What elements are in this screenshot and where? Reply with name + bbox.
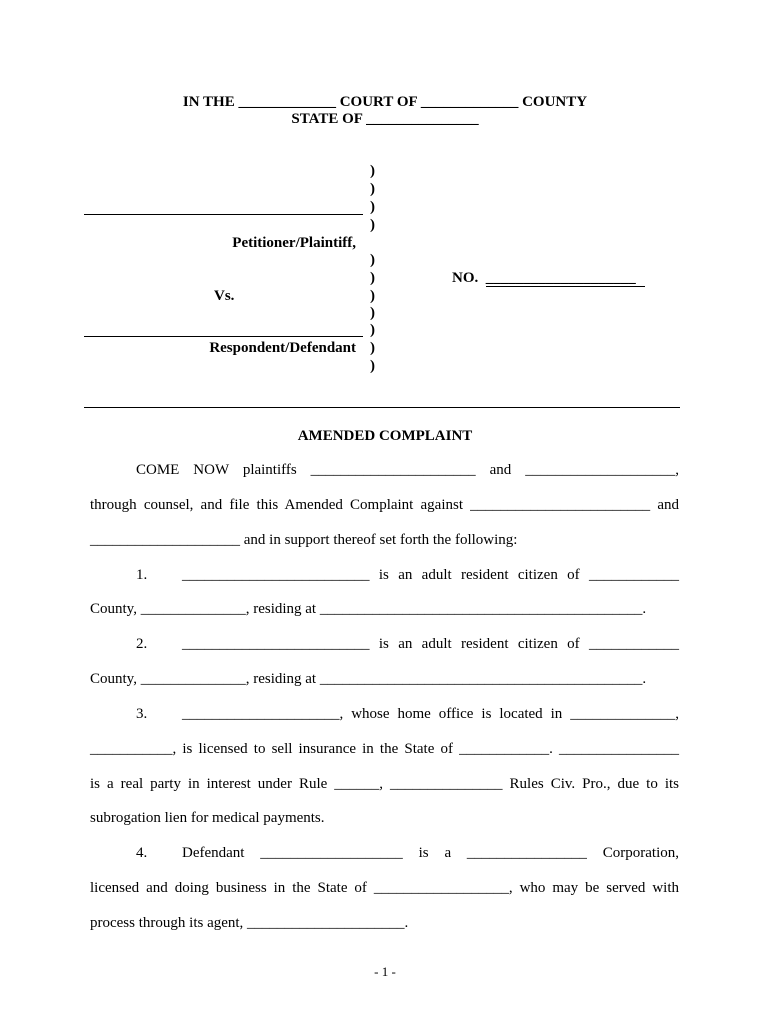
paragraph-1-number: 1. [136, 567, 148, 583]
paragraph-4-line1: Defendant ___________________ is a ________________ Corporation, [182, 845, 679, 861]
caption-paren: ) [370, 199, 375, 215]
paragraph-2-line2: County, ______________, residing at ___________________________________________. [90, 671, 647, 687]
intro-line3: ____________________ and in support thereof set forth the following: [90, 532, 518, 548]
court-header-line2: STATE OF _______________ [291, 111, 479, 127]
paragraph-3-line4: subrogation lien for medical payments. [90, 810, 325, 826]
respondent-label: Respondent/Defendant [209, 340, 356, 356]
respondent-name-line [84, 336, 363, 337]
intro-line2: through counsel, and file this Amended Complaint against ________________________ and [90, 497, 679, 513]
paragraph-3-line1: _____________________, whose home office is located in ______________, [182, 706, 679, 722]
case-number: NO. ____________________ [452, 270, 636, 286]
document-title: AMENDED COMPLAINT [297, 428, 473, 444]
page-number: - 1 - [374, 964, 396, 979]
caption-paren: ) [370, 358, 375, 374]
caption-paren: ) [370, 163, 375, 179]
intro-line1: COME NOW plaintiffs ______________________ and ____________________, [136, 462, 679, 478]
paragraph-4-line3: process through its agent, _____________________. [90, 915, 409, 931]
paragraph-1-line1: _________________________ is an adult resident citizen of ____________ [182, 567, 679, 583]
paragraph-1-line2: County, ______________, residing at ___________________________________________. [90, 601, 647, 617]
vs-label: Vs. [214, 288, 235, 304]
case-number-line [486, 286, 645, 287]
paragraph-3-line3: is a real party in interest under Rule ______, _______________ Rules Civ. Pro., due to its [90, 776, 679, 792]
caption-paren: ) [370, 305, 375, 321]
caption-divider [84, 407, 680, 408]
caption-paren: ) [370, 217, 375, 233]
caption-paren: ) [370, 340, 375, 356]
paragraph-2-number: 2. [136, 636, 148, 652]
petitioner-label: Petitioner/Plaintiff, [232, 235, 356, 251]
paragraph-3-number: 3. [136, 706, 148, 722]
paragraph-4-number: 4. [136, 845, 148, 861]
caption-paren: ) [370, 181, 375, 197]
paragraph-3-line2: ___________, is licensed to sell insurance in the State of ____________. ________________ [90, 741, 679, 757]
caption-paren: ) [370, 252, 375, 268]
paragraph-4-line2: licensed and doing business in the State of __________________, who may be served with [90, 880, 679, 896]
paragraph-2-line1: _________________________ is an adult resident citizen of ____________ [182, 636, 679, 652]
caption-paren: ) [370, 270, 375, 286]
court-header-line1: IN THE _____________ COURT OF _____________ COUNTY [182, 94, 588, 110]
petitioner-name-line [84, 214, 363, 215]
caption-paren: ) [370, 288, 375, 304]
caption-paren: ) [370, 322, 375, 338]
